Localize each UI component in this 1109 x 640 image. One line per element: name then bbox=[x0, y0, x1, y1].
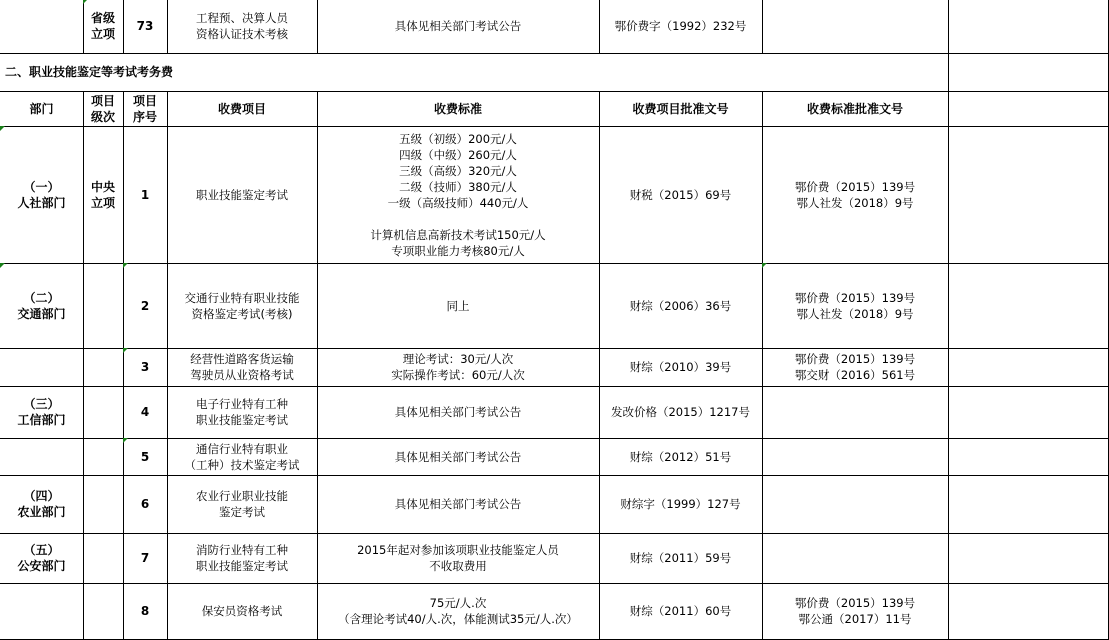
header-seq bbox=[123, 91, 168, 127]
row-4-item-doc bbox=[599, 386, 763, 439]
cell-text: 项目 bbox=[90, 93, 115, 108]
row-7-level bbox=[83, 533, 124, 584]
cell-text: （工种）技术鉴定考试 bbox=[184, 457, 300, 472]
cell-text: 专项职业能力考核80元/人 bbox=[391, 243, 525, 258]
header-std-doc bbox=[762, 91, 949, 127]
row-5-level bbox=[83, 438, 124, 476]
cell-text: 鄂价费（2015）139号 bbox=[794, 290, 916, 305]
row-2-std-doc bbox=[762, 263, 949, 349]
row-5-dept bbox=[0, 438, 84, 476]
cell-text: 73 bbox=[136, 19, 154, 33]
cell-text: 鄂公通（2017）11号 bbox=[798, 612, 912, 626]
row-6-item bbox=[167, 475, 318, 534]
cell-text: 财税（2015）69号 bbox=[629, 187, 732, 202]
cell-text: 鄂价费（2015）139号 bbox=[794, 596, 916, 610]
extra-cell bbox=[948, 126, 1109, 264]
header-level bbox=[83, 91, 124, 127]
cell-text: 保安员资格考试 bbox=[201, 604, 283, 618]
row-2-item-doc bbox=[599, 263, 763, 349]
header-item-doc bbox=[599, 91, 763, 127]
row-4-item bbox=[167, 386, 318, 439]
row-6-level bbox=[83, 475, 124, 534]
row-8-dept bbox=[0, 583, 84, 640]
cell-text: 一级（高级技师）440元/人 bbox=[387, 195, 529, 210]
cell-text: 立项 bbox=[90, 27, 115, 41]
row-3-item-doc bbox=[599, 348, 763, 387]
top-item-cell bbox=[167, 0, 318, 54]
cell-text: 财综字（1999）127号 bbox=[620, 497, 741, 511]
row-8-standard bbox=[317, 583, 600, 640]
cell-text: 计算机信息高新技术考试150元/人 bbox=[370, 227, 546, 242]
cell-text: 具体见相关部门考试公告 bbox=[394, 19, 522, 33]
cell-text: 5 bbox=[140, 449, 150, 464]
cell-text: 职业技能鉴定考试 bbox=[196, 413, 288, 427]
cell-text: 电子行业特有工种 bbox=[196, 397, 288, 411]
row-7-seq bbox=[123, 533, 168, 584]
cell-text: 工信部门 bbox=[17, 413, 66, 427]
row-1-level bbox=[83, 126, 124, 264]
cell-text: 理论考试：30元/人次 bbox=[402, 352, 514, 366]
extra-cell bbox=[948, 533, 1109, 584]
top-standard-cell bbox=[317, 0, 600, 54]
top-extra-cell bbox=[948, 0, 1109, 54]
row-2-standard bbox=[317, 263, 600, 349]
cell-text: 职业技能鉴定考试 bbox=[196, 187, 288, 202]
extra-cell bbox=[948, 438, 1109, 476]
cell-text: 收费标准 bbox=[433, 101, 482, 116]
row-4-seq bbox=[123, 386, 168, 439]
cell-text: 职业技能鉴定考试 bbox=[196, 559, 288, 573]
cell-text: 级次 bbox=[90, 109, 115, 124]
cell-text: 收费项目批准文号 bbox=[632, 101, 729, 116]
header-standard bbox=[317, 91, 600, 127]
row-4-level bbox=[83, 386, 124, 439]
cell-text: （四） bbox=[23, 489, 60, 503]
row-1-std-doc bbox=[762, 126, 949, 264]
row-7-item-doc bbox=[599, 533, 763, 584]
cell-text: 收费标准批准文号 bbox=[806, 101, 903, 116]
extra-cell bbox=[948, 53, 1109, 92]
header-extra bbox=[948, 91, 1109, 127]
cell-text: 2 bbox=[140, 298, 150, 313]
row-6-dept bbox=[0, 475, 84, 534]
cell-text: 部门 bbox=[29, 101, 54, 116]
cell-text: 鄂价费字（1992）232号 bbox=[614, 19, 747, 33]
row-3-level bbox=[83, 348, 124, 387]
cell-text: 二级（技师）380元/人 bbox=[399, 179, 517, 194]
cell-text: 五级（初级）200元/人 bbox=[399, 131, 517, 146]
extra-cell bbox=[948, 263, 1109, 349]
row-8-item-doc bbox=[599, 583, 763, 640]
cell-text: 75元/人.次 bbox=[429, 596, 487, 610]
cell-text: 三级（高级）320元/人 bbox=[399, 163, 517, 178]
cell-text: 发改价格（2015）1217号 bbox=[610, 405, 751, 419]
cell-text: 8 bbox=[140, 604, 150, 618]
cell-text: 7 bbox=[140, 551, 150, 565]
cell-text: 省级 bbox=[90, 11, 115, 25]
cell-text: 财综（2010）39号 bbox=[629, 360, 732, 374]
row-7-std-doc bbox=[762, 533, 949, 584]
row-5-std-doc bbox=[762, 438, 949, 476]
cell-text: 财综（2011）60号 bbox=[629, 604, 732, 618]
header-dept bbox=[0, 91, 84, 127]
row-6-item-doc bbox=[599, 475, 763, 534]
row-5-seq bbox=[123, 438, 168, 476]
cell-text: 鉴定考试 bbox=[219, 505, 265, 519]
top-dept-cell bbox=[0, 0, 84, 54]
cell-text: 2015年起对参加该项职业技能鉴定人员 bbox=[357, 543, 559, 557]
row-3-seq bbox=[123, 348, 168, 387]
cell-text: 资格鉴定考试(考核) bbox=[191, 306, 293, 321]
cell-text: 四级（中级）260元/人 bbox=[399, 147, 517, 162]
row-2-item bbox=[167, 263, 318, 349]
row-2-level bbox=[83, 263, 124, 349]
cell-text: 3 bbox=[140, 360, 150, 374]
cell-text: 收费项目 bbox=[217, 101, 266, 116]
cell-text: （含理论考试40/人.次，体能测试35元/人.次） bbox=[338, 612, 578, 626]
section-title bbox=[0, 53, 949, 92]
cell-text: 交通行业特有职业技能 bbox=[184, 290, 300, 305]
extra-cell bbox=[948, 475, 1109, 534]
cell-text: 鄂人社发（2018）9号 bbox=[796, 195, 914, 210]
cell-text: 驾驶员从业资格考试 bbox=[190, 368, 294, 382]
cell-text: （三） bbox=[23, 397, 60, 411]
row-2-dept bbox=[0, 263, 84, 349]
row-4-standard bbox=[317, 386, 600, 439]
cell-text: 4 bbox=[140, 405, 150, 419]
cell-text: 人社部门 bbox=[17, 195, 66, 210]
cell-text: 财综（2012）51号 bbox=[629, 449, 732, 464]
cell-text: 通信行业特有职业 bbox=[196, 441, 288, 456]
cell-text: 经营性道路客货运输 bbox=[190, 352, 294, 366]
cell-text: 鄂价费（2015）139号 bbox=[794, 179, 916, 194]
cell-text: 消防行业特有工种 bbox=[196, 543, 288, 557]
row-6-standard bbox=[317, 475, 600, 534]
cell-text: 公安部门 bbox=[17, 559, 66, 573]
row-5-item bbox=[167, 438, 318, 476]
row-8-seq bbox=[123, 583, 168, 640]
row-8-item bbox=[167, 583, 318, 640]
row-1-standard bbox=[317, 126, 600, 264]
top-seq-cell bbox=[123, 0, 168, 54]
cell-text: 二、职业技能鉴定等考试考务费 bbox=[5, 65, 174, 79]
row-1-dept bbox=[0, 126, 84, 264]
cell-text: 鄂交财（2016）561号 bbox=[794, 368, 916, 382]
cell-text: 序号 bbox=[132, 109, 157, 124]
cell-text: （二） bbox=[23, 290, 60, 305]
cell-text: 同上 bbox=[446, 298, 470, 313]
row-3-std-doc bbox=[762, 348, 949, 387]
row-5-item-doc bbox=[599, 438, 763, 476]
cell-text: 不收取费用 bbox=[429, 559, 487, 573]
row-3-dept bbox=[0, 348, 84, 387]
row-1-item-doc bbox=[599, 126, 763, 264]
cell-text: 立项 bbox=[90, 195, 115, 210]
row-7-item bbox=[167, 533, 318, 584]
row-6-seq bbox=[123, 475, 168, 534]
row-7-dept bbox=[0, 533, 84, 584]
row-6-std-doc bbox=[762, 475, 949, 534]
row-3-standard bbox=[317, 348, 600, 387]
cell-text: 具体见相关部门考试公告 bbox=[394, 449, 522, 464]
row-4-std-doc bbox=[762, 386, 949, 439]
row-2-seq bbox=[123, 263, 168, 349]
cell-text: 鄂人社发（2018）9号 bbox=[796, 306, 914, 321]
cell-text: 具体见相关部门考试公告 bbox=[394, 405, 522, 419]
cell-text: 中央 bbox=[90, 179, 115, 194]
top-std-doc-cell bbox=[762, 0, 949, 54]
cell-text: 财综（2006）36号 bbox=[629, 298, 732, 313]
cell-text: 农业部门 bbox=[17, 505, 66, 519]
cell-text: 1 bbox=[140, 187, 150, 202]
row-5-standard bbox=[317, 438, 600, 476]
extra-cell bbox=[948, 386, 1109, 439]
extra-cell bbox=[948, 583, 1109, 640]
cell-text: （五） bbox=[23, 543, 60, 557]
cell-text: 具体见相关部门考试公告 bbox=[394, 497, 522, 511]
cell-text: 6 bbox=[140, 497, 150, 511]
row-8-std-doc bbox=[762, 583, 949, 640]
top-level-cell bbox=[83, 0, 124, 54]
row-3-item bbox=[167, 348, 318, 387]
cell-text: 实际操作考试：60元/人次 bbox=[391, 368, 525, 382]
cell-text: 工程预、决算人员 bbox=[196, 11, 288, 25]
cell-text: 交通部门 bbox=[17, 306, 66, 321]
cell-text: 农业行业职业技能 bbox=[196, 489, 288, 503]
header-item bbox=[167, 91, 318, 127]
cell-text: 财综（2011）59号 bbox=[629, 551, 732, 565]
top-item-doc-cell bbox=[599, 0, 763, 54]
row-1-item bbox=[167, 126, 318, 264]
extra-cell bbox=[948, 348, 1109, 387]
row-8-level bbox=[83, 583, 124, 640]
cell-text: 资格认证技术考核 bbox=[196, 27, 288, 41]
cell-text: 鄂价费（2015）139号 bbox=[794, 352, 916, 366]
cell-text: （一） bbox=[23, 179, 60, 194]
row-7-standard bbox=[317, 533, 600, 584]
cell-text: 项目 bbox=[132, 93, 157, 108]
row-1-seq bbox=[123, 126, 168, 264]
row-4-dept bbox=[0, 386, 84, 439]
